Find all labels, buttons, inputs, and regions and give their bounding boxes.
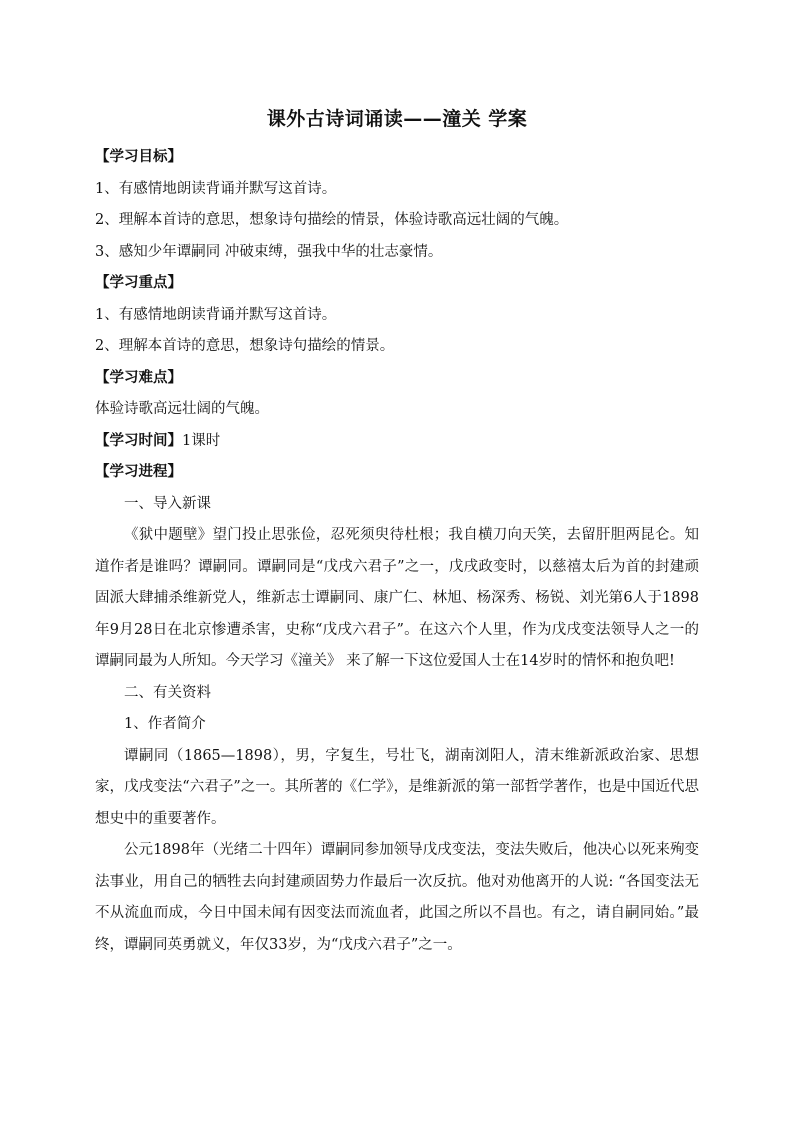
difficulties-heading: 【学习难点】: [95, 369, 182, 386]
difficulty-item-1: 体验诗歌高远壮阔的气魄。: [95, 401, 269, 417]
keypoint-item-1: 1、有感情地朗读背诵并默写这首诗。: [95, 306, 337, 323]
section1-paragraph: 《狱中题壁》望门投止思张俭，忍死须臾待杜根；我自横刀向天笑，去留肝胆两昆仑。知道作者是谁吗？谭嗣同。谭嗣同是“戊戌六君子”之一，戊戌政变时，以慈禧太后为首的封建顽固派大肆捕杀维新党人，维新志士谭嗣同、康广仁、林旭、杨深秀、杨锐、刘光第6人于1898年9月28日在北京惨遭杀害，史称“戊戌六君子”。在这六个人里，作为戊戌变法领导人之一的谭嗣同最为人所知。今天学习《潼关》 来了解一下这位爱国人士在14岁时的情怀和抱负吧!: [95, 527, 699, 669]
objective-item-1: 1、有感情地朗读背诵并默写这首诗。: [95, 180, 337, 197]
process-heading: 【学习进程】: [95, 464, 182, 480]
keypoints-heading: 【学习重点】: [95, 275, 182, 291]
section1-title: 一、导入新课: [124, 495, 211, 512]
time-heading: 【学习时间】: [95, 432, 182, 449]
sub1-title: 1、作者简介: [124, 716, 206, 732]
objective-item-2: 2、理解本首诗的意思，想象诗句描绘的情景，体验诗歌高远壮阔的气魄。: [95, 212, 569, 228]
objective-item-3: 3、感知少年谭嗣同 冲破束缚，强我中华的壮志豪情。: [95, 243, 443, 260]
time-row: [95, 426, 699, 458]
author-paragraph-1: 谭嗣同（1865—1898），男，字复生，号壮飞，湖南浏阳人，清末维新派政治家、思想家，戊戌变法“六君子”之一。其所著的《仁学》，是维新派的第一部哲学著作，也是中国近代思想史中的重要著作。: [95, 747, 699, 827]
author-paragraph-2: 公元1898年（光绪二十四年）谭嗣同参加领导戊戌变法，变法失败后，他决心以死来殉变法事业，用自己的牺牲去向封建顽固势力作最后一次反抗。他对劝他离开的人说: “各国变法无不从流血而成，今日中国未闻有因变法而流血者，此国之所以不昌也。有之，请自嗣同始。”最终，谭嗣同英勇就义，年仅33岁，为“戊戌六君子”之一。: [95, 842, 699, 953]
section2-title: 二、有关资料: [124, 684, 211, 701]
document-body: [95, 142, 699, 961]
time-value: 1课时: [182, 432, 221, 449]
keypoint-item-2: 2、理解本首诗的意思，想象诗句描绘的情景。: [95, 338, 395, 354]
page-title: 课外古诗词诵读——潼关 学案: [266, 108, 528, 130]
objectives-heading: 【学习目标】: [95, 149, 182, 165]
